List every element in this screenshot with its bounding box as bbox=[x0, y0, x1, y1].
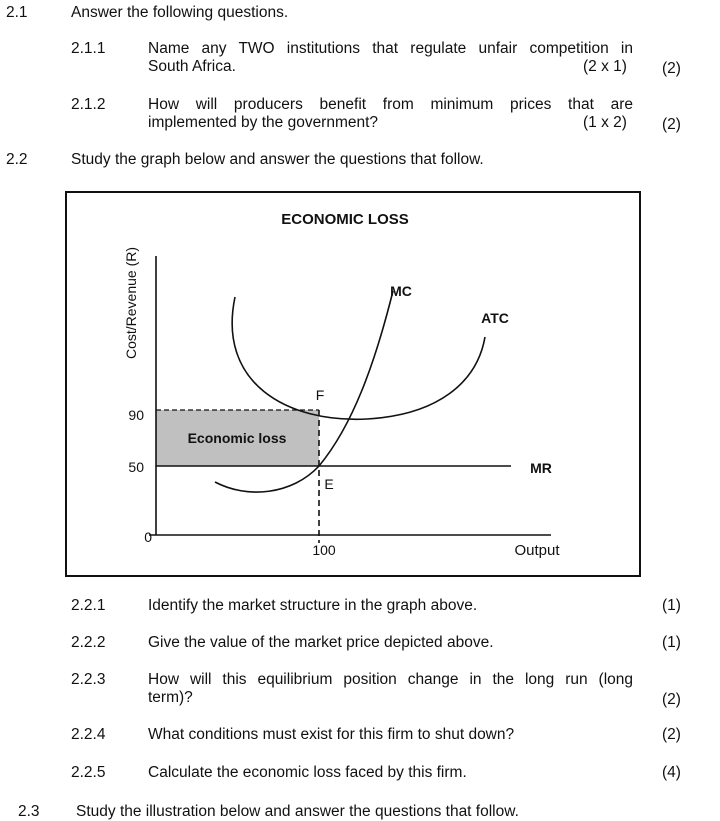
question-2-3-number: 2.3 bbox=[18, 803, 40, 820]
question-2-2-2-marks: (1) bbox=[662, 634, 681, 651]
y-axis-label: Cost/Revenue (R) bbox=[123, 246, 139, 360]
question-2-1-1-allocation: (2 x 1) bbox=[583, 58, 627, 75]
y-tick-50: 50 bbox=[128, 459, 144, 475]
question-2-2-5-marks: (4) bbox=[662, 764, 681, 781]
question-2-1-1-number: 2.1.1 bbox=[71, 40, 106, 57]
question-2-2-4-marks: (2) bbox=[662, 726, 681, 743]
chart-title: ECONOMIC LOSS bbox=[281, 211, 409, 228]
point-e-label: E bbox=[324, 476, 334, 492]
question-2-2-1-text: Identify the market structure in the graph above. bbox=[148, 597, 478, 614]
question-2-2-5-text: Calculate the economic loss faced by this firm. bbox=[148, 764, 467, 781]
question-2-2-3-number: 2.2.3 bbox=[71, 671, 106, 688]
atc-label: ATC bbox=[481, 310, 509, 326]
question-2-1-2-number: 2.1.2 bbox=[71, 96, 106, 113]
origin-label: 0 bbox=[144, 529, 152, 545]
question-2-1-number: 2.1 bbox=[6, 4, 28, 21]
question-2-1-2-allocation: (1 x 2) bbox=[583, 114, 627, 131]
economic-loss-label: Economic loss bbox=[187, 430, 287, 446]
question-2-1-2-line2: implemented by the government? bbox=[148, 114, 379, 131]
question-2-2-number: 2.2 bbox=[6, 151, 28, 168]
question-2-2-instruction: Study the graph below and answer the questions that follow. bbox=[71, 151, 484, 168]
x-tick-100: 100 bbox=[312, 542, 336, 558]
question-2-1-2-marks: (2) bbox=[662, 116, 681, 133]
y-tick-90: 90 bbox=[128, 407, 144, 423]
question-2-3-instruction: Study the illustration below and answer the questions that follow. bbox=[76, 803, 519, 820]
economic-loss-chart bbox=[67, 193, 639, 575]
question-2-1-1-line2: South Africa. bbox=[148, 58, 236, 75]
atc-curve bbox=[232, 297, 485, 419]
mc-curve-lower bbox=[215, 466, 319, 492]
question-2-2-4-number: 2.2.4 bbox=[71, 726, 106, 743]
question-2-2-2-number: 2.2.2 bbox=[71, 634, 106, 651]
question-2-2-3-line1: How will this equilibrium position change in the long run (long bbox=[148, 671, 633, 688]
question-2-2-3-marks: (2) bbox=[662, 691, 681, 708]
economic-loss-graph bbox=[65, 191, 641, 577]
mr-label: MR bbox=[530, 460, 552, 476]
question-2-2-1-number: 2.2.1 bbox=[71, 597, 106, 614]
question-2-1-1-marks: (2) bbox=[662, 60, 681, 77]
point-f-label: F bbox=[315, 387, 325, 403]
question-2-2-2-text: Give the value of the market price depicted above. bbox=[148, 634, 494, 651]
question-2-2-3-line2: term)? bbox=[148, 689, 193, 706]
question-2-2-4-text: What conditions must exist for this firm to shut down? bbox=[148, 726, 515, 743]
question-2-1-2-line1: How will producers benefit from minimum prices that are bbox=[148, 96, 633, 113]
mc-label: MC bbox=[390, 283, 412, 299]
question-2-2-1-marks: (1) bbox=[662, 597, 681, 614]
mc-curve bbox=[319, 291, 393, 466]
question-2-1-1-line1: Name any TWO institutions that regulate unfair competition in bbox=[148, 40, 633, 57]
question-2-2-5-number: 2.2.5 bbox=[71, 764, 106, 781]
question-2-1-instruction: Answer the following questions. bbox=[71, 4, 289, 21]
x-axis-label: Output bbox=[514, 542, 560, 559]
